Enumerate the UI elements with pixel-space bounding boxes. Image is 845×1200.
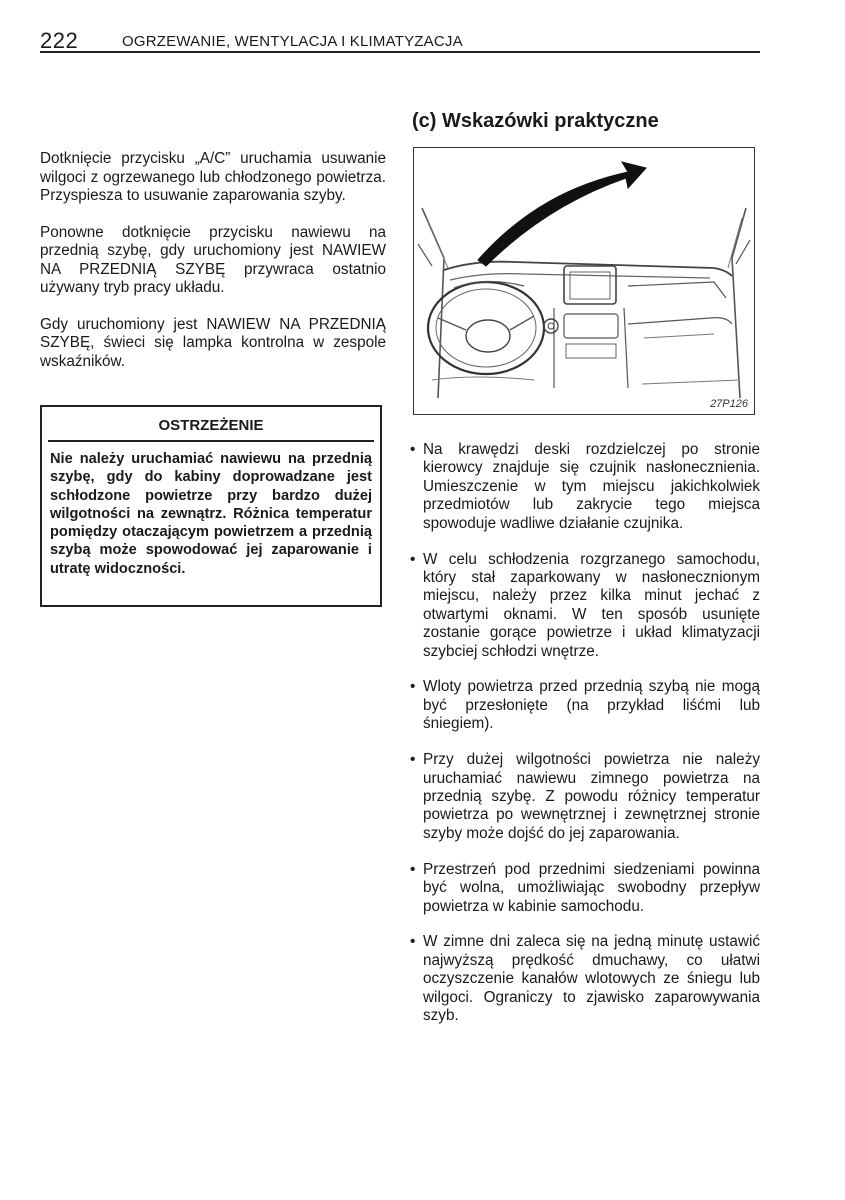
paragraph-defrost-toggle: Ponowne dotknięcie przycisku nawiewu na przednią szybę, gdy uruchomiony jest NAWIEW NA PRZEDNIĄ SZYBĘ przywraca ostatnio używany tryb pracy układu. xyxy=(40,223,386,296)
bullet-mark: • xyxy=(410,678,416,696)
header-divider xyxy=(40,51,760,53)
tip-text: Wloty powietrza przed przednią szybą nie mogą być przesłonięte (na przykład liśćmi lub śniegiem). xyxy=(423,678,760,733)
bullet-mark: • xyxy=(410,933,416,951)
dashboard-drawing xyxy=(414,148,754,414)
section-title: OGRZEWANIE, WENTYLACJA I KLIMATYZACJA xyxy=(122,33,463,50)
warning-box xyxy=(40,405,382,607)
tip-text: W celu schłodzenia rozgrzanego samochodu, który stał zaparkowany w nasłonecznionym miejscu, należy przez kilka minut jechać z otwartymi oknami. W ten sposób usunięte zostanie gorące powietrze i układ klimatyzacji szybciej schłodzi wnętrze. xyxy=(423,550,760,660)
warning-title: OSTRZEŻENIE xyxy=(158,417,264,434)
list-item xyxy=(408,861,760,916)
list-item xyxy=(408,751,760,843)
tip-text: Przestrzeń pod przednimi siedzeniami powinna być wolna, umożliwiając swobodny przepływ powietrza w kabinie samochodu. xyxy=(423,860,760,915)
bullet-mark: • xyxy=(410,751,416,769)
list-item xyxy=(408,441,760,533)
warning-text: Nie należy uruchamiać nawiewu na przednią szybę, gdy do kabiny doprowadzane jest schłodzone powietrze przy bardzo dużej wilgotności na zewnątrz. Różnica temperatur pomiędzy otaczającym powietrzem a przednią szybą może spowodować jej zaparowanie i utratę widoczności. xyxy=(50,451,372,577)
dashboard-illustration xyxy=(413,147,755,415)
subheading: (c) Wskazówki praktyczne xyxy=(412,110,659,132)
tip-text: W zimne dni zaleca się na jedną minutę ustawić najwyższą prędkość dmuchawy, co ułatwi oczyszczenie kanałów wlotowych ze śniegu lub wilgoci. Ograniczy to zjawisko zaparowywania szyb. xyxy=(423,933,760,1025)
tip-text: Przy dużej wilgotności powietrza nie należy uruchamiać nawiewu zimnego powietrza na przednią szybę. Z powodu różnicy temperatur powietrza po wewnętrznej i zewnętrznej stronie szyby może dojść do jej zaparowania. xyxy=(423,751,760,842)
figure-code: 27P126 xyxy=(710,398,748,410)
tip-text: Na krawędzi deski rozdzielczej po stronie kierowcy znajduje się czujnik nasłonecznienia. Umieszczenie w tym miejscu jakichkolwiek przedmiotów lub zakrycie tego miejsca spowoduje wadliwe działanie czujnika. xyxy=(423,441,760,532)
list-item xyxy=(408,551,760,661)
list-item xyxy=(408,678,760,733)
page-number: 222 xyxy=(40,28,79,53)
tips-list xyxy=(408,441,760,1043)
left-column xyxy=(40,150,386,389)
bullet-mark: • xyxy=(410,550,416,568)
bullet-mark: • xyxy=(410,860,416,878)
bullet-mark: • xyxy=(410,441,416,458)
paragraph-indicator: Gdy uruchomiony jest NAWIEW NA PRZEDNIĄ SZYBĘ, świeci się lampka kontrolna w zespole wskaźników. xyxy=(40,315,386,370)
paragraph-ac: Dotknięcie przycisku „A/C” uruchamia usuwanie wilgoci z ogrzewanego lub chłodzonego powietrza. Przyspiesza to usuwanie zaparowania szyby. xyxy=(40,150,386,204)
list-item xyxy=(408,933,760,1025)
